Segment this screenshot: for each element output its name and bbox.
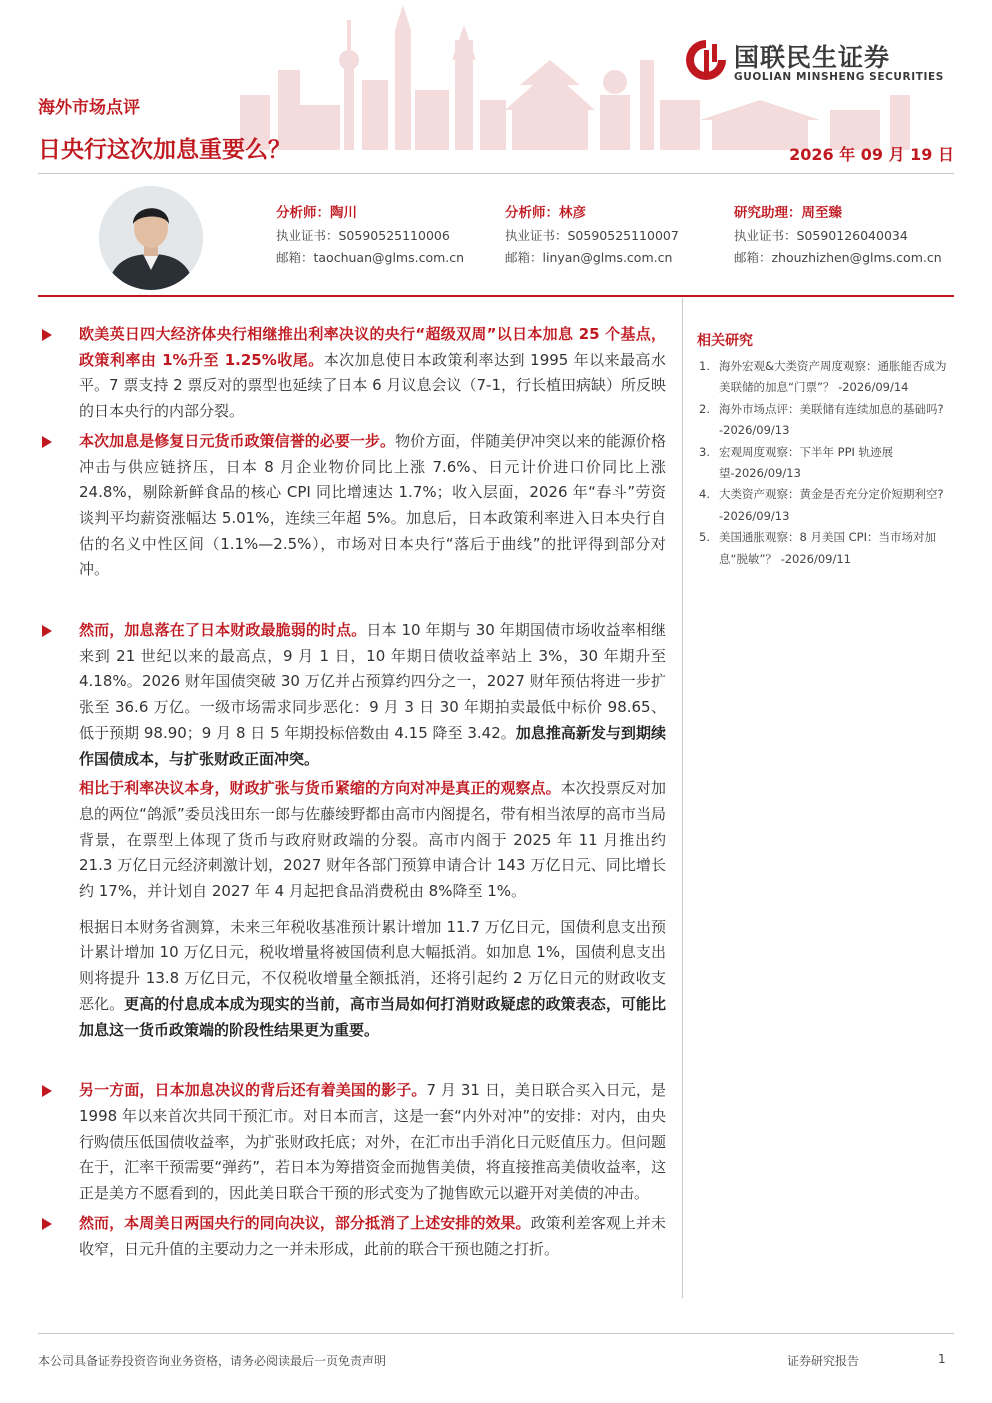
analyst-name: 研究助理：周至臻 (734, 205, 842, 221)
analyst-email: 邮箱：taochuan@glms.com.cn (276, 250, 465, 265)
bullet-arrow-icon (42, 329, 52, 341)
paragraph-text: 7 月 31 日，美日联合买入日元，是 1998 年以来首次共同干预汇市。对日本而言，这是一套“内外对冲”的安排：对内，由央行购债压低国债收益率，为扩张财政托底；对外，在汇市出手消化日元贬值压力。但问题在于，汇率干预需要“弹药”，若日本为筹措资金而抛售美债，将直接推高美债收益率，这正是美方不愿看到的，因此美日联合干预的形式变为了抛售欧元以避开对美债的冲击。 (79, 1081, 666, 1203)
paragraph (38, 1078, 666, 1207)
company-logo (684, 36, 954, 88)
related-research (697, 330, 954, 570)
paragraph (38, 618, 666, 772)
analyst-cert: 执业证书：S0590525110007 (505, 227, 679, 243)
paragraph-lead: 然而，本周美日两国央行的同向决议，部分抵消了上述安排的效果。 (79, 1213, 531, 1232)
logo-mark-icon (684, 38, 728, 82)
analyst-card (276, 202, 464, 270)
page-number: 1 (938, 1352, 946, 1366)
paragraph-lead: 本次加息是修复日元货币政策信誉的必要一步。 (79, 431, 396, 450)
paragraph-text: 本次投票反对加息的两位“鸽派”委员浅田东一郎与佐藤绫野都由高市内阁提名，带有相当浓厚的高市当局背景，在票型上体现了货币与政府财政端的分裂。高市内阁于 2025 年 11 月推出约 21.3 万亿日元经济刺激计划，2027 财年各部门预算申请合计 143 万亿日元、同比增长约 17%，并计划自 2027 年 4 月起把食品消费税由 8%降至 1%。 (79, 779, 666, 901)
paragraph (38, 1211, 666, 1262)
related-research-item[interactable]: 4. 大类资产观察：黄金是否充分定价短期利空? -2026/09/13 (699, 487, 944, 523)
paragraph (38, 322, 666, 425)
footer-disclaimer: 本公司具备证券投资咨询业务资格，请务必阅读最后一页免责声明 (38, 1354, 387, 1368)
footer-divider (38, 1333, 954, 1334)
paragraph-lead: 然而，加息落在了日本财政最脆弱的时点。 (79, 621, 367, 640)
analyst-avatar (99, 186, 203, 290)
paragraph-lead: 相比于利率决议本身，财政扩张与货币紧缩的方向对冲是真正的观察点。 (79, 779, 561, 798)
paragraph-text: 日本 10 年期与 30 年期国债市场收益率相继来到 21 世纪以来的最高点，9 月 1 日，10 年期日债收益率站上 3%，30 年期升至 4.18%。2026 财年国债突破 30 万亿并占预算约四分之一，2027 财年预估将进一步扩张至 36.6 万亿。一级市场需求同步恶化：9 月 3 日 30 年期拍卖最低中标价 98.65、低于预期 98.90；9 月 8 日 5 年期投标倍数由 4.15 降至 3.42。 (79, 621, 666, 742)
analyst-card (505, 202, 679, 270)
paragraph (38, 776, 666, 905)
analyst-name: 分析师：林彦 (505, 205, 586, 221)
paragraph-text: 根据日本财务省测算，未来三年税收基准预计累计增加 11.7 万亿日元，国债利息支出预计累计增加 10 万亿日元，税收增量将被国债利息大幅抵消。如加息 1%，国债利息支出则将提升 13.8 万亿日元，不仅税收增量全额抵消，还将引起约 2 万亿日元的财政收支恶化。 (79, 917, 666, 1013)
footer-doc-type: 证券研究报告 (787, 1354, 860, 1368)
bullet-arrow-icon (42, 436, 52, 448)
logo-text-cn: 国联民生证券 (734, 43, 891, 72)
paragraph-text: 政策利差客观上并未收窄，日元升值的主要动力之一并未形成，此前的联合干预也随之打折。 (79, 1213, 666, 1258)
bullet-arrow-icon (42, 1085, 52, 1097)
paragraph-emphasis: 更高的付息成本成为现实的当前，高市当局如何打消财政疑虑的政策表态，可能比加息这一货币政策端的阶段性结果更为重要。 (79, 994, 666, 1039)
analyst-cert: 执业证书：S0590525110006 (276, 227, 450, 243)
bullet-arrow-icon (42, 625, 52, 637)
related-research-item[interactable]: 5. 美国通胀观察：8 月美国 CPI：当市场对加息“脱敏”？ -2026/09/11 (699, 530, 936, 566)
paragraph-emphasis: 加息推高新发与到期续作国债成本，与扩张财政正面冲突。 (79, 723, 666, 768)
analyst-cert: 执业证书：S0590126040034 (734, 227, 908, 243)
paragraph-lead: 另一方面，日本加息决议的背后还有着美国的影子。 (79, 1081, 427, 1100)
logo-text-en: GUOLIAN MINSHENG SECURITIES (734, 71, 944, 83)
paragraph-lead: 欧美英日四大经济体央行相继推出利率决议的央行“超级双周”以日本加息 25 个基点，政策利率由 1%升至 1.25%收尾。 (79, 325, 666, 369)
page-title: 日央行这次加息重要么？ (38, 137, 291, 163)
related-research-item[interactable]: 2. 海外市场点评：美联储有连续加息的基础吗? -2026/09/13 (699, 401, 944, 438)
paragraph (38, 915, 666, 1044)
header-divider (38, 173, 954, 174)
paragraph-text: 物价方面，伴随美伊冲突以来的能源价格冲击与供应链挤压，日本 8 月企业物价同比上涨 7.6%、日元计价进口价同比上涨 24.8%，剔除新鲜食品的核心 CPI 同比增速达 1.7%；收入层面，2026 年“春斗”劳资谈判平均薪资涨幅达 5.01%，连续三年超 5%。加息后，日本政策利率进入日本央行自估的名义中性区间（1.1%—2.5%），市场对日本央行“落后于曲线”的批评得到部分对冲。 (79, 431, 666, 579)
section-divider (38, 295, 954, 297)
related-research-item[interactable]: 3. 宏观周度观察：下半年 PPI 轨迹展望-2026/09/13 (699, 444, 894, 481)
paragraph-text: 本次加息使日本政策利率达到 1995 年以来最高水平。7 票支持 2 票反对的票型也延续了日本 6 月议息会议（7-1，行长植田病缺）所反映的日本央行的内部分裂。 (79, 350, 667, 421)
related-research-item[interactable]: 1. 海外宏观&大类资产周度观察：通胀能否成为美联储的加息“门票”？ -2026/09/14 (699, 359, 947, 395)
bullet-arrow-icon (42, 1218, 52, 1230)
column-divider (682, 298, 683, 1298)
report-type: 海外市场点评 (38, 98, 140, 118)
analyst-email: 邮箱：zhouzhizhen@glms.com.cn (734, 250, 942, 265)
report-body (38, 322, 666, 1262)
analyst-name: 分析师：陶川 (276, 205, 357, 221)
analyst-card (734, 202, 942, 270)
related-research-title: 相关研究 (697, 333, 753, 349)
analyst-email: 邮箱：linyan@glms.com.cn (505, 250, 673, 265)
paragraph (38, 429, 666, 583)
report-date: 2026 年 09 月 19 日 (789, 145, 954, 164)
